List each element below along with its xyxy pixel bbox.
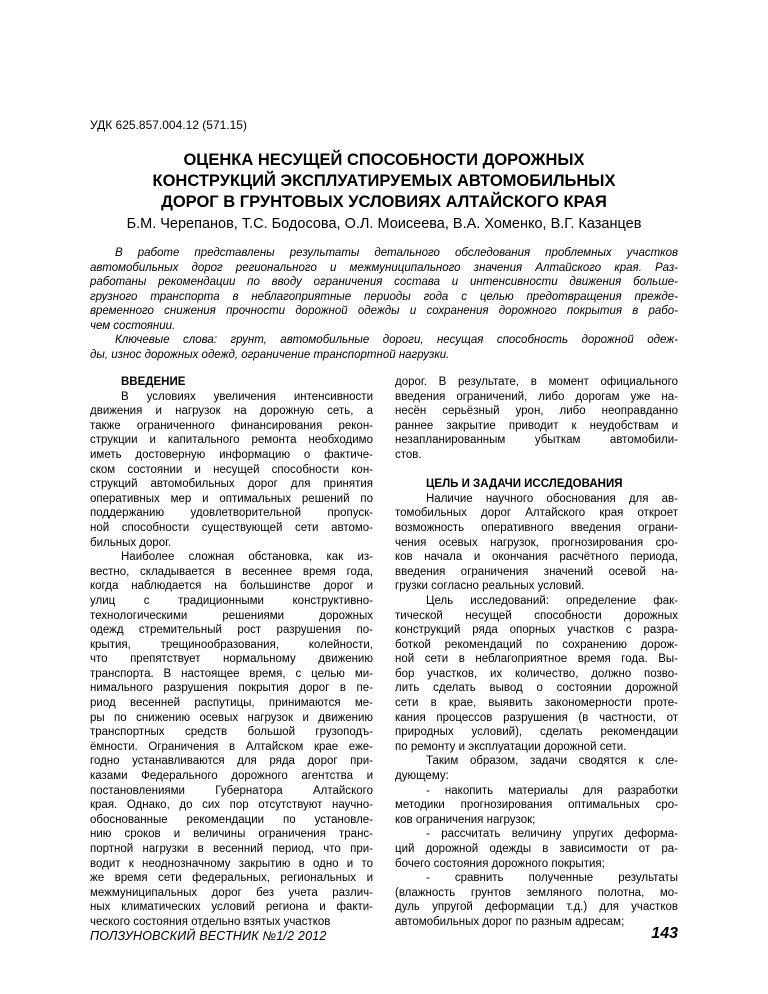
text-line: ры по снижению осевых нагрузок и движению [90,711,373,724]
text-line: ков начала и окончания расчётного периода, [395,551,678,564]
text-line: движения и нагрузок на дорожную сеть, а [90,405,373,418]
right-column-body-goals [395,492,678,930]
text-line: незапланированным убыткам автомобили- [395,434,678,447]
text-line: что препятствует нормальному движению [90,653,373,666]
text-line: томобильных дорог Алтайского края откроет [395,507,678,520]
text-line: чения осевых нагрузок, прогнозирования сро- [395,536,678,549]
abstract-line: работаны рекомендации по вводу ограничения состава и интенсивности движения больше- [90,276,678,289]
text-line: тической несущей способности дорожных [395,609,678,622]
text-line: портной нагрузки в весенний период, что при- [90,843,373,855]
text-line: обоснованные рекомендации по установле- [90,813,373,826]
text-line: также ограниченного финансирования рекон- [90,419,373,432]
text-line: ций дорожной одежды в зависимости от ра- [395,843,678,855]
keywords-line: Ключевые слова: грунт, автомобильные дороги, несущая способность дорожной одеж- [115,334,678,347]
journal-footer: ПОЛЗУНОВСКИЙ ВЕСТНИК №1/2 2012 [90,929,327,943]
abstract [90,246,678,362]
right-column [395,375,678,930]
text-line: ческого состояния отдельно взятых участков [90,915,331,928]
text-line: ной способности существующей сети автомо- [90,521,373,534]
text-line: дорог. В результате, в момент официального [395,376,678,388]
text-line: нимального разрушения покрытия дорог в пе- [90,682,373,695]
right-column-body-top [395,375,678,463]
title-line: ДОРОГ В ГРУНТОВЫХ УСЛОВИЯХ АЛТАЙСКОГО КРАЯ [161,193,607,211]
abstract-line: чем состоянии. [90,319,176,332]
text-line: струкции и капитального ремонта необходимо [90,434,373,447]
text-line: дующему: [395,770,449,783]
text-line: ков ограничения нагрузок; [395,813,536,826]
text-line: возможность оперативного введения ограни- [395,521,678,534]
text-line: водит к неоднозначному закрытию в одно и то [90,857,373,870]
text-line: раннее закрытие приводит к неудобствам и [395,419,678,432]
text-line: (влажность грунтов земляного полотна, мо- [395,886,678,899]
text-line: введения ограничений, либо дорогам уже на- [395,390,678,403]
text-line: Цель исследований: определение фак- [426,594,678,607]
text-line: бор участков, их количество, должно позво- [395,667,678,680]
text-line: по ремонту и эксплуатации дорожной сети. [395,740,627,753]
text-line: кания процессов разрушения (в частности, от [395,711,678,724]
text-line: годно устанавливаются для ряда дорог при- [90,755,373,768]
text-line: улиц с традиционными конструктивно- [90,594,373,607]
text-line: дуль упругой деформации т.д.) для участков [395,901,678,914]
abstract-line: автомобильных дорог регионального и межмуниципального значения Алтайского края. Раз- [90,261,678,274]
text-line: вестно, складывается в весеннее время года, [90,565,373,578]
text-line: Таким образом, задачи сводятся к сле- [426,755,678,768]
text-line: ной сети в неблагоприятное время года. Вы- [395,653,678,666]
authors: Б.М. Черепанов, Т.С. Бодосова, О.Л. Моисеева, В.А. Хоменко, В.Г. Казанцев [126,216,642,232]
udc-code: УДК 625.857.004.12 (571.15) [90,118,247,132]
text-line: боткой рекомендаций по сохранению дорож- [395,638,678,651]
text-line: ёмности. Ограничения в Алтайском крае еже- [90,740,373,753]
text-line: конструкций ряда опорных участков с разра- [395,624,678,637]
text-line: риод весенней распутицы, принимаются ме- [90,697,373,710]
text-line: межмуниципальных дорог без учета различ- [90,886,373,899]
text-line: ных климатических условий региона и факти- [90,901,373,914]
title-line: ОЦЕНКА НЕСУЩЕЙ СПОСОБНОСТИ ДОРОЖНЫХ [183,151,585,169]
text-line: введения ограничения значений осевой на- [395,565,678,578]
text-line: транспортных средств большой грузоподъ- [90,726,373,739]
keywords-line: ды, износ дорожных одежд, ограничение транспортной нагрузки. [90,348,450,361]
text-line: казами Федерального дорожного агентства и [90,770,373,783]
text-line: иметь достоверную информацию о фактиче- [90,448,373,461]
text-line: поддержанию удовлетворительной пропуск- [90,507,373,520]
abstract-line: В работе представлены результаты детального обследования проблемных участков [115,247,678,259]
text-line: - сравнить полученные результаты [426,872,678,885]
text-line: струкций автомобильных дорог для принятия [90,478,373,491]
text-line: оперативных мер и оптимальных решений по [90,492,373,505]
left-column [90,375,373,930]
text-line: лить сделать вывод о состоянии дорожной [395,682,678,695]
text-line: постановлениями Губернатора Алтайского [90,784,373,797]
text-line: бильных дорог. [90,536,172,549]
text-line: - рассчитать величину упругих деформа- [426,828,678,841]
text-line: края. Однако, до сих пор отсутствуют научно- [90,799,373,812]
text-line: ском состоянии и несущей способности кон- [90,463,373,476]
text-line: нию сроков и величины ограничения транс- [90,828,373,841]
abstract-line: временного снижения прочности дорожной одежды и сохранения дорожного покрытия в рабо- [90,305,678,318]
page-number: 143 [651,925,678,942]
text-line: Наличие научного обоснования для ав- [426,492,678,505]
text-line: сети в крае, выявить закономерности проте- [395,697,678,710]
text-line: крытия, трещинообразования, колейности, [90,638,373,651]
text-line: - накопить материалы для разработки [426,784,678,797]
article-title [90,150,678,213]
text-line: природных условий), сделать рекомендации [395,726,678,739]
section-heading-introduction: ВВЕДЕНИЕ [121,376,186,388]
text-line: одежд стремительный рост разрушения по- [90,624,373,637]
left-column-body [90,390,373,930]
text-line: В условиях увеличения интенсивности [121,390,373,403]
text-line: Наиболее сложная обстановка, как из- [121,551,373,564]
text-line: методики прогнозирования оптимальных сро- [395,799,678,812]
title-line: КОНСТРУКЦИЙ ЭКСПЛУАТИРУЕМЫХ АВТОМОБИЛЬНЫХ [152,172,616,190]
text-line: автомобильных дорог по разным адресам; [395,915,625,928]
text-line: несён серьёзный урон, либо неоправданно [395,405,678,418]
text-line: технологическими решениями дорожных [90,609,373,622]
text-line: грузки согласно реальных условий. [395,580,585,593]
section-heading-goals: ЦЕЛЬ И ЗАДАЧИ ИССЛЕДОВАНИЯ [426,478,623,491]
text-line: же время сети федеральных, региональных и [90,872,373,885]
text-line: транспорта. В настоящее время, с целью ми- [90,667,373,680]
text-line: бочего состояния дорожного покрытия; [395,857,605,870]
abstract-line: грузного транспорта в неблагоприятные периоды года с целью предотвращения прежде- [90,290,678,303]
text-line: стов. [395,448,422,461]
text-line: когда наблюдается на большинстве дорог и [90,580,373,593]
